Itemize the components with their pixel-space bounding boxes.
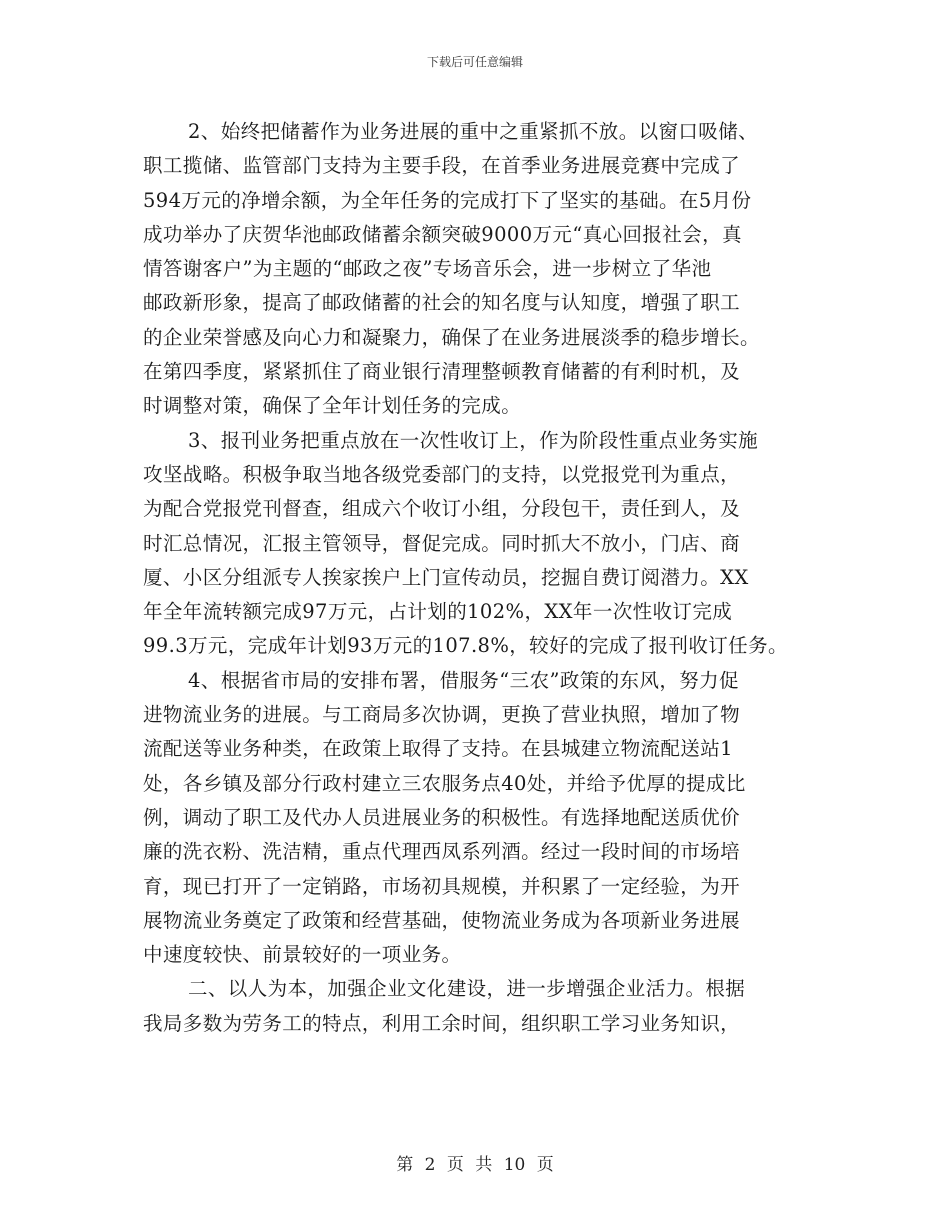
paragraph-line: 邮政新形象，提高了邮政储蓄的社会的知名度与认知度，增强了职工 [143, 291, 741, 315]
paragraph-line: 我局多数为劳务工的特点，利用工余时间，组织职工学习业务知识， [143, 1011, 741, 1035]
paragraph-line: 2、始终把储蓄作为业务进展的重中之重紧抓不放。以窗口吸储、 [188, 120, 759, 143]
page-number: 第 2 页 共 10 页 [396, 1155, 554, 1175]
paragraph-line: 进物流业务的进展。与工商局多次协调，更换了营业执照，增加了物 [143, 703, 741, 727]
paragraph-line: 的企业荣誉感及向心力和凝聚力，确保了在业务进展淡季的稳步增长。 [143, 325, 760, 349]
paragraph-line: 育，现已打开了一定销路，市场初具规模，并积累了一定经验，为开 [143, 874, 741, 898]
page-header-note: 下载后可任意编辑 [426, 55, 523, 69]
paragraph-line: 时汇总情况，汇报主管领导，督促完成。同时抓大不放小，门店、商 [143, 531, 741, 555]
paragraph-line: 展物流业务奠定了政策和经营基础，使物流业务成为各项新业务进展 [143, 908, 741, 932]
paragraph-line: 年全年流转额完成97万元，占计划的102%，XX年一次性收订完成 [143, 600, 733, 624]
paragraph-line: 厦、小区分组派专人挨家挨户上门宣传动员，挖掘自费订阅潜力。XX [143, 565, 749, 589]
paragraph-line: 职工揽储、监管部门支持为主要手段，在首季业务进展竞赛中完成了 [143, 154, 741, 178]
paragraph-line: 中速度较快、前景较好的一项业务。 [143, 943, 462, 967]
paragraph-line: 攻坚战略。积极争取当地各级党委部门的支持，以党报党刊为重点， [143, 462, 741, 486]
paragraph-line: 例，调动了职工及代办人员进展业务的积极性。有选择地配送质优价 [143, 805, 741, 829]
paragraph-line: 时调整对策，确保了全年计划任务的完成。 [143, 394, 522, 418]
paragraph-line: 为配合党报党刊督查，组成六个收订小组，分段包干，责任到人，及 [143, 497, 741, 521]
paragraph-line: 594万元的净增余额，为全年任务的完成打下了坚实的基础。在5月份 [143, 188, 752, 212]
paragraph-line: 99.3万元，完成年计划93万元的107.8%，较好的完成了报刊收订任务。 [143, 634, 788, 658]
paragraph-line: 流配送等业务种类，在政策上取得了支持。在县城建立物流配送站1 [143, 737, 733, 761]
paragraph-line: 在第四季度，紧紧抓住了商业银行清理整顿教育储蓄的有利时机，及 [143, 360, 741, 384]
paragraph-line: 成功举办了庆贺华池邮政储蓄余额突破9000万元“真心回报社会，真 [143, 222, 742, 246]
paragraph-line: 处，各乡镇及部分行政村建立三农服务点40处，并给予优厚的提成比 [143, 771, 746, 795]
paragraph-line: 3、报刊业务把重点放在一次性收订上，作为阶段性重点业务实施 [188, 428, 759, 452]
paragraph-line: 廉的洗衣粉、洗洁精，重点代理西凤系列酒。经过一段时间的市场培 [143, 840, 741, 864]
paragraph-line: 4、根据省市局的安排布署，借服务“三农”政策的东风，努力促 [188, 668, 739, 692]
paragraph-line: 二、以人为本，加强企业文化建设，进一步增强企业活力。根据 [188, 977, 746, 1001]
document-body [143, 115, 823, 1041]
paragraph-line: 情答谢客户”为主题的“邮政之夜”专场音乐会，进一步树立了华池 [143, 257, 712, 281]
